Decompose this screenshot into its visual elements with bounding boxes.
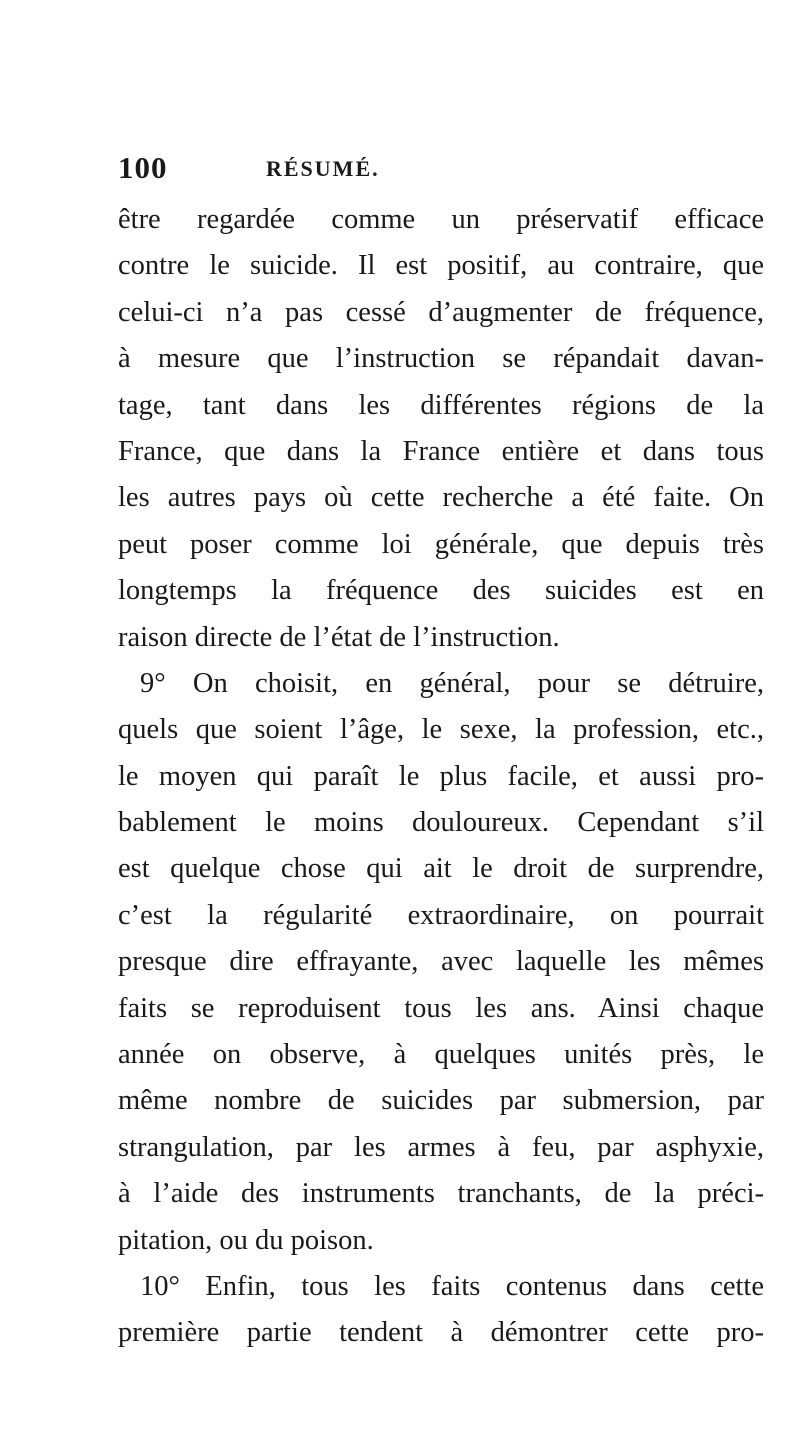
text-line: tage, tant dans les différentes régions de la bbox=[118, 389, 764, 421]
text-line: 9° On choisit, en général, pour se détruire, bbox=[140, 667, 764, 699]
body-text bbox=[118, 197, 764, 1357]
text-line: faits se reproduisent tous les ans. Ainsi chaque bbox=[118, 992, 764, 1024]
running-head bbox=[118, 150, 758, 190]
text-line: le moyen qui paraît le plus facile, et aussi pro- bbox=[118, 760, 764, 792]
text-line: à mesure que l’instruction se répandait davan- bbox=[118, 343, 764, 375]
text-line: à l’aide des instruments tranchants, de la préci- bbox=[118, 1178, 764, 1210]
text-line: longtemps la fréquence des suicides est en bbox=[118, 575, 764, 607]
page-number: 100 bbox=[118, 150, 168, 185]
text-line: quels que soient l’âge, le sexe, la profession, etc., bbox=[118, 714, 764, 746]
running-title: RÉSUMÉ. bbox=[266, 156, 380, 181]
text-line: presque dire effrayante, avec laquelle les mêmes bbox=[118, 946, 764, 978]
text-line: première partie tendent à démontrer cette pro- bbox=[118, 1317, 764, 1349]
text-line: pitation, ou du poison. bbox=[118, 1224, 374, 1256]
text-line: celui-ci n’a pas cessé d’augmenter de fréquence, bbox=[118, 296, 764, 328]
text-line: contre le suicide. Il est positif, au contraire, que bbox=[118, 250, 764, 282]
text-line: bablement le moins douloureux. Cependant s’il bbox=[118, 807, 764, 839]
text-line: même nombre de suicides par submersion, par bbox=[118, 1085, 764, 1117]
text-line: année on observe, à quelques unités près, le bbox=[118, 1039, 764, 1071]
text-line: être regardée comme un préservatif efficace bbox=[118, 204, 764, 235]
text-line: peut poser comme loi générale, que depuis très bbox=[118, 528, 764, 560]
text-line: strangulation, par les armes à feu, par asphyxie, bbox=[118, 1131, 764, 1163]
text-line: c’est la régularité extraordinaire, on pourrait bbox=[118, 899, 764, 931]
text-line: 10° Enfin, tous les faits contenus dans cette bbox=[140, 1270, 764, 1302]
text-line: raison directe de l’état de l’instruction. bbox=[118, 621, 560, 653]
text-line: les autres pays où cette recherche a été faite. On bbox=[118, 482, 764, 514]
text-line: France, que dans la France entière et dans tous bbox=[118, 435, 764, 467]
text-line: est quelque chose qui ait le droit de surprendre, bbox=[118, 853, 764, 885]
